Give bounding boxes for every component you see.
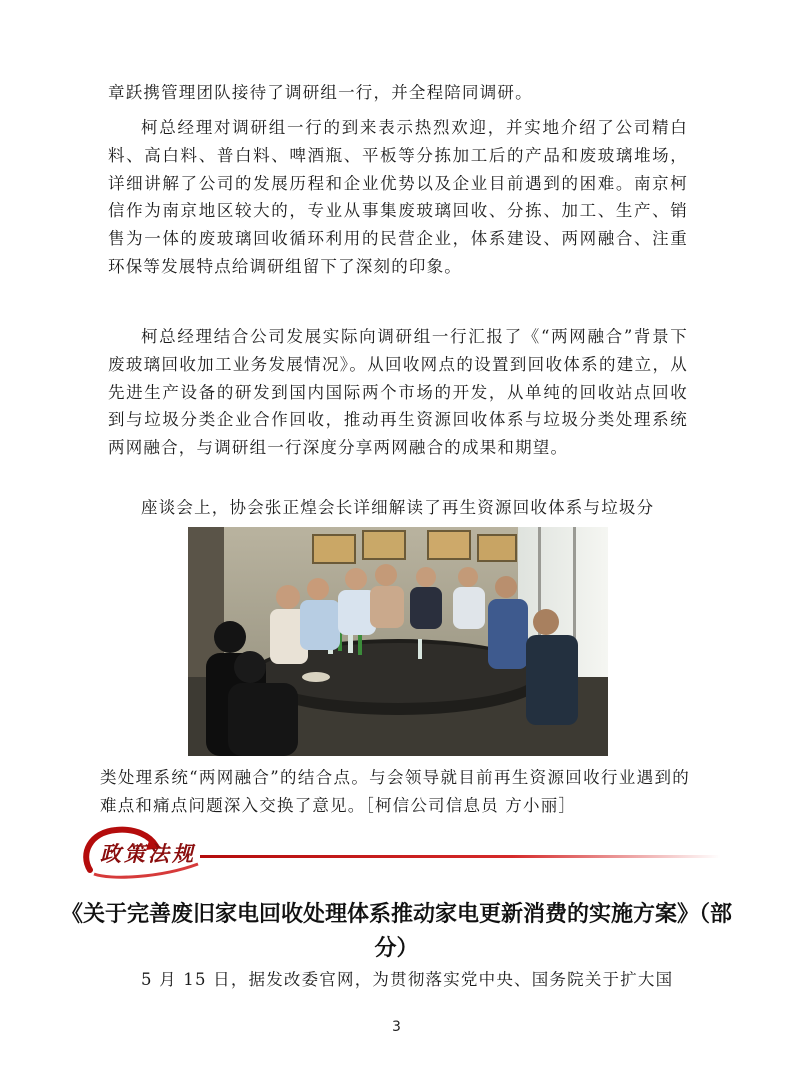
meeting-photo — [188, 527, 608, 756]
paragraph-symposium-start: 座谈会上，协会张正煌会长详细解读了再生资源回收体系与垃圾分 — [141, 498, 655, 517]
paragraph-article-lead: 5 月 15 日，据发改委官网，为贯彻落实党中央、国务院关于扩大国 — [141, 970, 674, 989]
section-banner-policy — [80, 818, 650, 888]
page-number: 3 — [392, 1019, 401, 1035]
meeting-photo-illustration — [188, 527, 608, 756]
paragraph-symposium-end: 类处理系统“两网融合”的结合点。与会领导就目前再生资源回收行业遇到的难点和痛点问题深入交换了意见。［柯信公司信息员 方小丽］ — [100, 768, 690, 815]
article-title: 《关于完善废旧家电回收处理体系推动家电更新消费的实施方案》（部分） — [60, 902, 732, 961]
section-banner-title: 政策法规 — [100, 841, 196, 866]
paragraph-welcome: 柯总经理对调研组一行的到来表示热烈欢迎，并实地介绍了公司精白料、高白料、普白料、啤酒瓶、平板等分拣加工后的产品和废玻璃堆场，详细讲解了公司的发展历程和企业优势以及企业目前遇到的困难。南京柯信作为南京地区较大的，专业从事集废玻璃回收、分拣、加工、生产、销售为一体的废玻璃回收循环利用的民营企业，体系建设、两网融合、注重环保等发展特点给调研组留下了深刻的印象。 — [108, 118, 688, 276]
paragraph-intro-end: 章跃携管理团队接待了调研组一行，并全程陪同调研。 — [108, 83, 533, 102]
paragraph-report: 柯总经理结合公司发展实际向调研组一行汇报了《“两网融合”背景下废玻璃回收加工业务发展情况》。从回收网点的设置到回收体系的建立，从先进生产设备的研发到国内国际两个市场的开发，从单纯的回收站点回收到与垃圾分类企业合作回收，推动再生资源回收体系与垃圾分类处理系统两网融合，与调研组一行深度分享两网融合的成果和期望。 — [108, 327, 688, 458]
banner-divider-line — [200, 855, 720, 858]
